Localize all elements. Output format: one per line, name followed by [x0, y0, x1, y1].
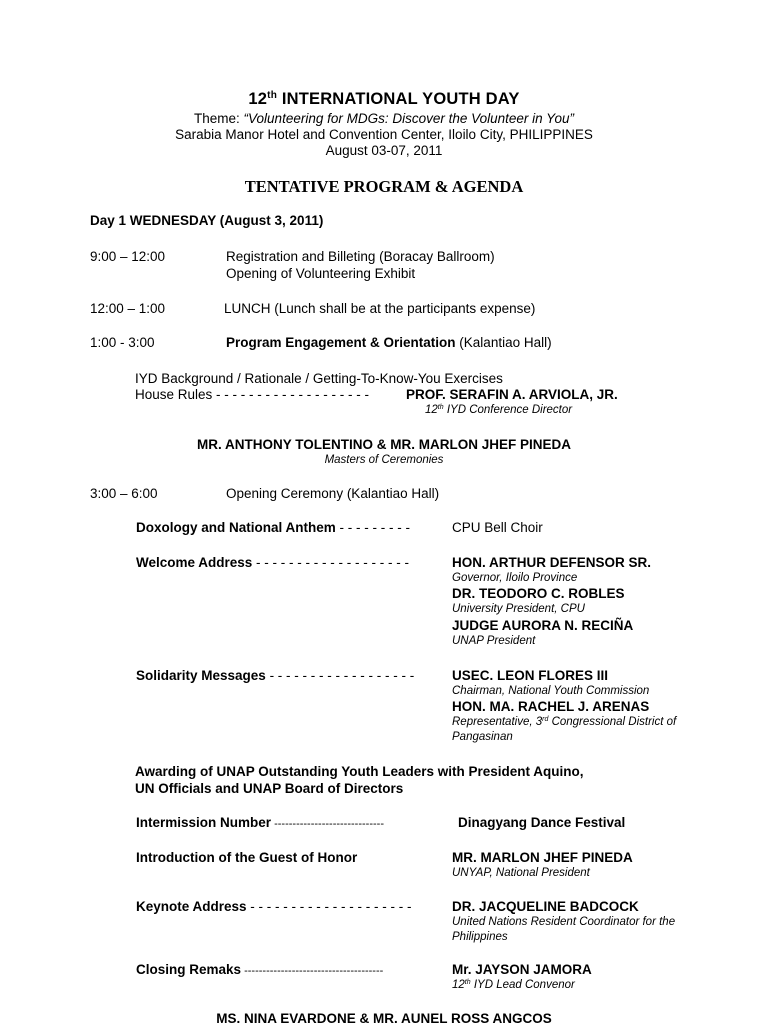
- event-dates: August 03-07, 2011: [325, 143, 443, 158]
- mc-names: MR. ANTHONY TOLENTINO & MR. MARLON JHEF PINEDA: [196, 437, 571, 452]
- program-item-intermission: [136, 815, 384, 830]
- item-dashes: - - - - - - - - - - - - - - - - - - - -: [246, 899, 412, 914]
- speaker-name: HON. MA. RACHEL J. ARENAS: [452, 699, 650, 714]
- item-label: Keynote Address: [136, 899, 247, 914]
- speaker-role: Chairman, National Youth Commission: [452, 685, 650, 697]
- speaker-name: Mr. JAYSON JAMORA: [452, 962, 592, 977]
- program-item-solidarity: [136, 668, 414, 683]
- performer-name: Dinagyang Dance Festival: [458, 815, 626, 830]
- speaker-role: University President, CPU: [452, 603, 585, 615]
- role-ordinal: th: [437, 404, 444, 411]
- orientation-line: IYD Background / Rationale / Getting-To-Know-You Exercises: [135, 371, 503, 386]
- mc-role: Masters of Ceremonies: [324, 454, 444, 466]
- speaker-role: Pangasinan: [452, 731, 513, 743]
- theme-label: Theme:: [194, 111, 244, 126]
- speaker-role: Governor, Iloilo Province: [452, 572, 578, 584]
- program-item-awarding: UN Officials and UNAP Board of Directors: [135, 781, 404, 796]
- mc-names: MS. NINA EVARDONE & MR. AUNEL ROSS ANGCOS: [216, 1011, 552, 1026]
- program-item-awarding: Awarding of UNAP Outstanding Youth Leaders with President Aquino,: [135, 764, 584, 779]
- role-text: Representative, 3: [452, 716, 543, 728]
- item-dashes: ------------------------------: [271, 818, 384, 830]
- slot-time: 1:00 - 3:00: [90, 335, 155, 350]
- role-text: IYD Lead Convenor: [470, 979, 575, 991]
- day-heading: Day 1 WEDNESDAY (August 3, 2011): [90, 213, 324, 228]
- item-dashes: - - - - - - - - - - - - - - - - - -: [265, 668, 415, 683]
- slot-activity: [226, 335, 552, 350]
- program-item-introduction: Introduction of the Guest of Honor: [136, 850, 358, 865]
- speaker-name: PROF. SERAFIN A. ARVIOLA, JR.: [406, 387, 618, 402]
- event-theme: [0, 111, 768, 127]
- activity-name: Program Engagement & Orientation: [226, 335, 456, 350]
- theme-value: “Volunteering for MDGs: Discover the Volunteer in You”: [243, 111, 574, 126]
- speaker-role: UNYAP, National President: [452, 867, 590, 879]
- slot-activity: Registration and Billeting (Boracay Ballroom): [226, 249, 495, 264]
- role-ordinal: th: [464, 979, 471, 986]
- speaker-name: JUDGE AURORA N. RECIÑA: [452, 618, 634, 633]
- item-dashes: - - - - - - - - - - - - - - - - - - -: [252, 555, 409, 570]
- role-number: 12: [452, 979, 465, 991]
- title-ordinal: th: [267, 90, 278, 101]
- slot-activity: LUNCH (Lunch shall be at the participants expense): [224, 301, 536, 316]
- speaker-name: USEC. LEON FLORES III: [452, 668, 609, 683]
- item-label: Closing Remaks: [136, 962, 242, 977]
- role-text: IYD Conference Director: [443, 404, 573, 416]
- event-venue: Sarabia Manor Hotel and Convention Center, Iloilo City, PHILIPPINES: [175, 127, 593, 142]
- slot-time: 12:00 – 1:00: [90, 301, 166, 316]
- program-title: TENTATIVE PROGRAM & AGENDA: [244, 177, 524, 196]
- speaker-role: [425, 404, 572, 416]
- speaker-name: DR. JACQUELINE BADCOCK: [452, 899, 639, 914]
- role-ordinal: rd: [542, 716, 549, 723]
- item-label: Welcome Address: [136, 555, 253, 570]
- speaker-role: UNAP President: [452, 635, 536, 647]
- speaker-role: [452, 979, 575, 991]
- speaker-name: MR. MARLON JHEF PINEDA: [452, 850, 633, 865]
- slot-time: 3:00 – 6:00: [90, 486, 158, 501]
- item-dashes: --------------------------------------: [241, 965, 384, 977]
- speaker-name: HON. ARTHUR DEFENSOR SR.: [452, 555, 652, 570]
- event-title: [0, 90, 768, 109]
- program-item-keynote: [136, 899, 411, 914]
- role-text: Congressional District of: [548, 716, 677, 728]
- item-dashes: - - - - - - - - -: [335, 520, 410, 535]
- slot-activity: Opening of Volunteering Exhibit: [226, 266, 416, 281]
- title-text: INTERNATIONAL YOUTH DAY: [281, 90, 520, 108]
- program-item-doxology: [136, 520, 410, 535]
- title-number: 12: [248, 90, 268, 108]
- program-item-welcome: [136, 555, 409, 570]
- role-number: 12: [425, 404, 438, 416]
- speaker-role: United Nations Resident Coordinator for the: [452, 916, 676, 928]
- speaker-role: Philippines: [452, 931, 508, 943]
- activity-venue: (Kalantiao Hall): [455, 335, 552, 350]
- speaker-role: [452, 716, 676, 728]
- speaker-name: DR. TEODORO C. ROBLES: [452, 586, 625, 601]
- slot-activity: Opening Ceremony (Kalantiao Hall): [226, 486, 440, 501]
- item-label: Solidarity Messages: [136, 668, 266, 683]
- item-label: Intermission Number: [136, 815, 272, 830]
- program-item-closing: [136, 962, 383, 977]
- performer-name: CPU Bell Choir: [452, 520, 543, 535]
- slot-time: 9:00 – 12:00: [90, 249, 166, 264]
- item-label: Doxology and National Anthem: [136, 520, 336, 535]
- orientation-line: House Rules - - - - - - - - - - - - - - - - - - -: [135, 387, 369, 402]
